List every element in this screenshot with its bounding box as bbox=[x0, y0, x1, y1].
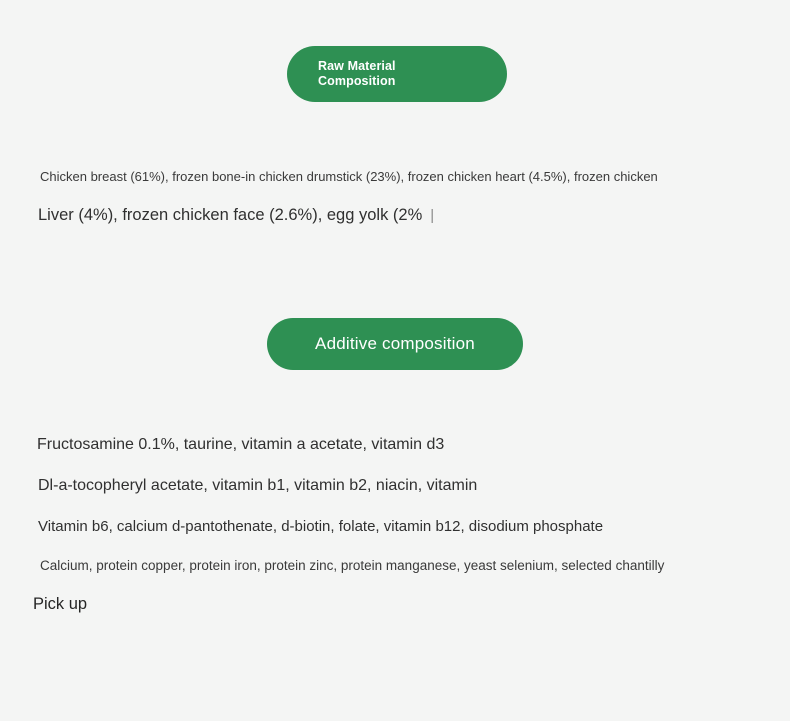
raw-material-composition-button[interactable] bbox=[287, 46, 507, 102]
pickup-label: Pick up bbox=[33, 595, 88, 613]
additive-composition-label: Additive composition bbox=[315, 334, 475, 353]
ingredient-line-1: Chicken breast (61%), frozen bone-in chicken drumstick (23%), frozen chicken heart (4.5%), frozen chicken bbox=[40, 169, 658, 184]
raw-material-composition-label bbox=[318, 59, 396, 89]
ingredient-line-2-text: Liver (4%), frozen chicken face (2.6%), egg yolk (2% bbox=[38, 206, 423, 224]
additive-line-2: Dl-a-tocopheryl acetate, vitamin b1, vitamin b2, niacin, vitamin bbox=[38, 477, 478, 494]
additive-line-3: Vitamin b6, calcium d-pantothenate, d-biotin, folate, vitamin b12, disodium phosphate bbox=[38, 518, 604, 535]
ingredient-line-2 bbox=[38, 206, 434, 225]
additive-composition-button[interactable] bbox=[267, 318, 523, 370]
raw-material-label-line2: Composition bbox=[318, 74, 396, 88]
raw-material-label-line1: Raw Material bbox=[318, 59, 396, 73]
additive-line-1: Fructosamine 0.1%, taurine, vitamin a acetate, vitamin d3 bbox=[37, 436, 445, 453]
additive-line-4: Calcium, protein copper, protein iron, protein zinc, protein manganese, yeast selenium, selected chantilly bbox=[40, 558, 665, 573]
truncated-text-mark: | bbox=[430, 207, 435, 224]
